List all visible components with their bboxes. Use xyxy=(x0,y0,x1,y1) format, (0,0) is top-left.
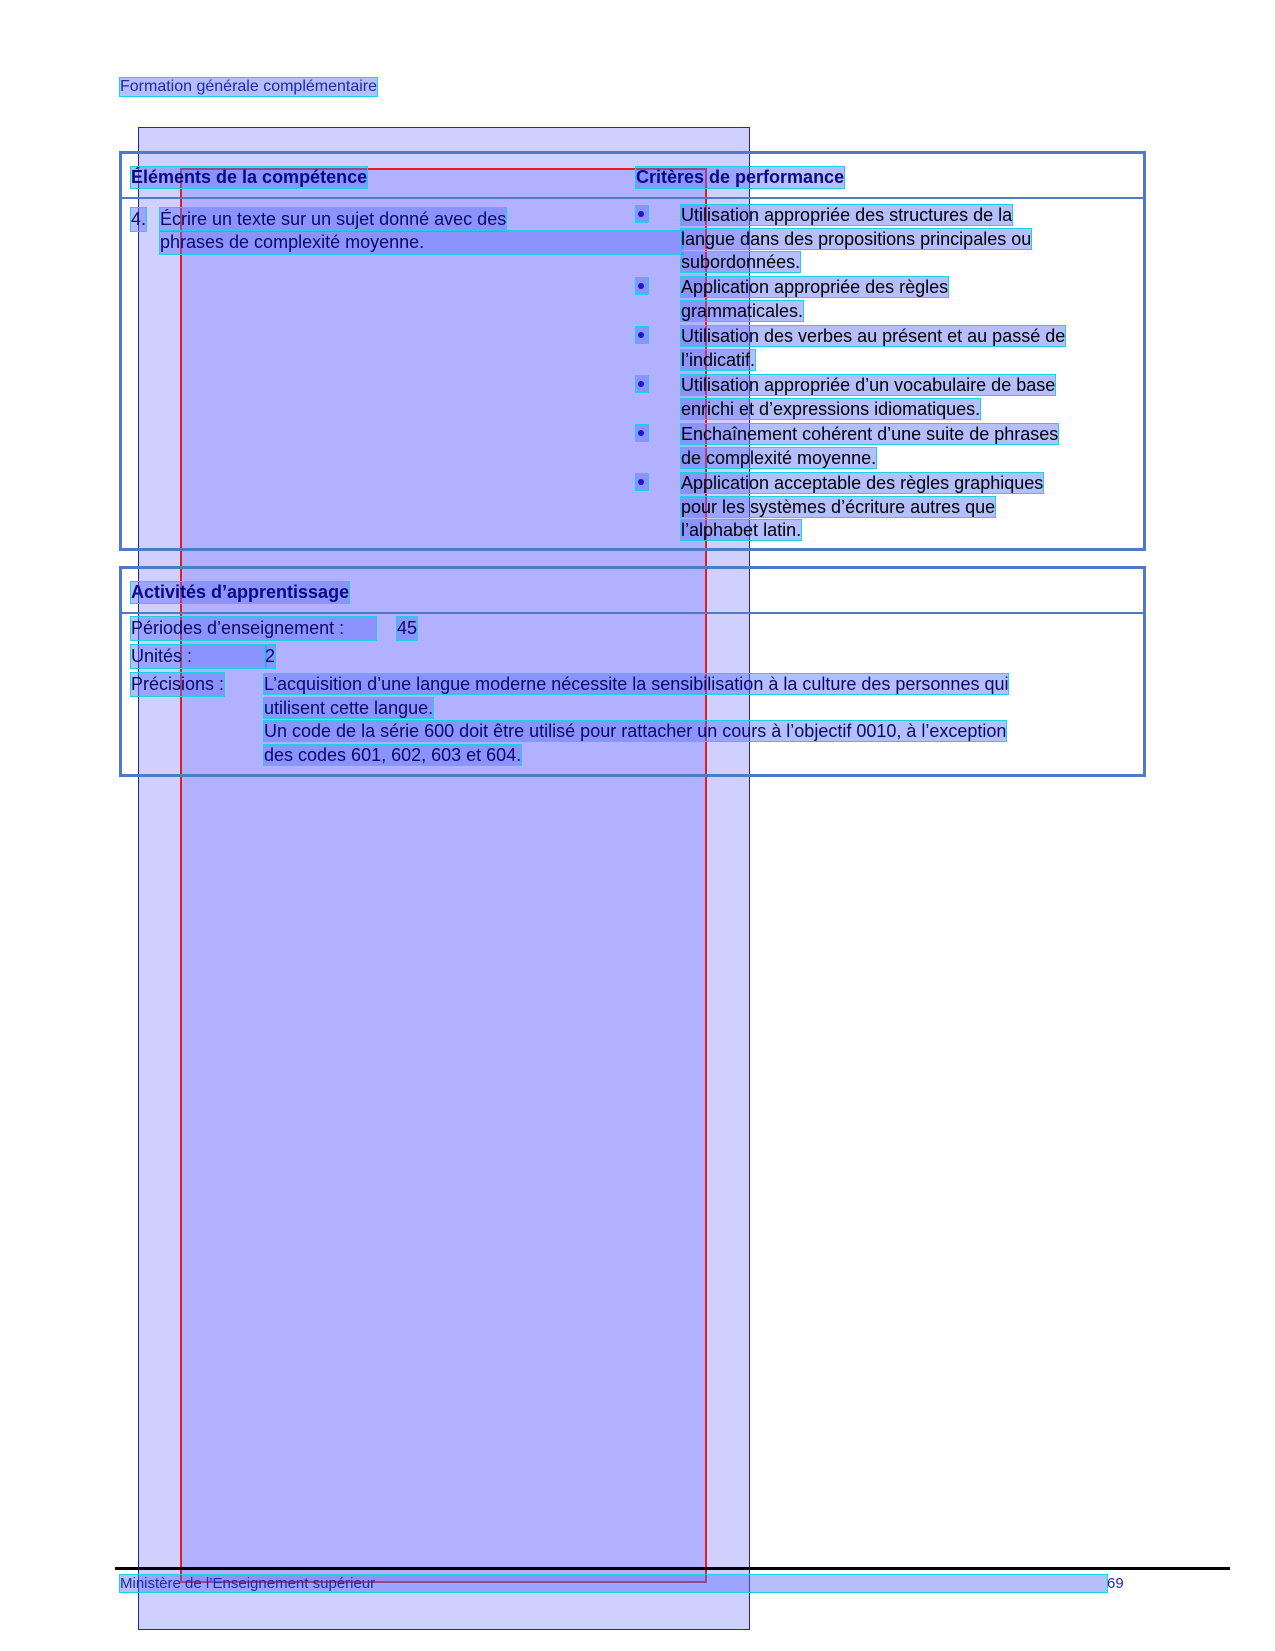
activites-heading: Activités d’apprentissage xyxy=(131,582,350,602)
periodes-label: Périodes d’enseignement : xyxy=(131,617,376,640)
critere-item xyxy=(636,472,1136,543)
elements-heading: Éléments de la compétence xyxy=(131,167,368,187)
criteres-list xyxy=(636,204,1136,543)
bullet-icon xyxy=(636,425,648,441)
bullet-icon xyxy=(636,474,648,490)
critere-line: l’alphabet latin. xyxy=(681,520,802,540)
precisions-line: utilisent cette langue. xyxy=(264,697,434,718)
bullet-icon xyxy=(636,278,648,294)
element-number: 4. xyxy=(131,209,147,229)
competence-table xyxy=(119,151,1146,551)
unites-value: 2 xyxy=(265,646,276,666)
critere-line: Application acceptable des règles graphiques xyxy=(681,473,1044,493)
critere-line: Utilisation appropriée des structures de la xyxy=(681,205,1013,225)
precisions-line: L’acquisition d’une langue moderne nécessite la sensibilisation à la culture des personnes qui xyxy=(264,674,1009,694)
critere-line: pour les systèmes d’écriture autres que xyxy=(681,496,996,517)
criteres-heading: Critères de performance xyxy=(636,167,845,187)
critere-line: de complexité moyenne. xyxy=(681,447,877,468)
activites-table-header xyxy=(122,569,1143,614)
competence-table-header xyxy=(122,154,1143,199)
critere-item xyxy=(636,423,1136,472)
activites-table xyxy=(119,566,1146,777)
critere-line: enrichi et d’expressions idiomatiques. xyxy=(681,398,981,419)
critere-line: l’indicatif. xyxy=(681,349,756,370)
periodes-value: 45 xyxy=(397,618,418,638)
page-number: 69 xyxy=(1107,1575,1124,1592)
critere-line: subordonnées. xyxy=(681,252,801,272)
element-text-line1: Écrire un texte sur un sujet donné avec des xyxy=(160,209,507,229)
critere-line: langue dans des propositions principales ou xyxy=(681,228,1032,249)
precisions-text xyxy=(264,673,1134,767)
critere-line: Utilisation des verbes au présent et au passé de xyxy=(681,326,1066,346)
critere-item xyxy=(636,374,1136,423)
unites-label: Unités : xyxy=(131,645,266,668)
critere-item xyxy=(636,325,1136,374)
element-text-line2: phrases de complexité moyenne. xyxy=(160,231,683,254)
bullet-icon xyxy=(636,327,648,343)
running-head: Formation générale complémentaire xyxy=(120,78,378,95)
precisions-line: Un code de la série 600 doit être utilisé pour rattacher un cours à l’objectif 0010, à l’exception xyxy=(264,721,1007,741)
bullet-icon xyxy=(636,206,648,222)
critere-line: Enchaînement cohérent d’une suite de phrases xyxy=(681,424,1059,444)
critere-item xyxy=(636,204,1136,276)
critere-line: Application appropriée des règles xyxy=(681,277,949,297)
critere-line: Utilisation appropriée d’un vocabulaire de base xyxy=(681,375,1056,395)
critere-line: grammaticales. xyxy=(681,300,804,321)
precisions-line: des codes 601, 602, 603 et 604. xyxy=(264,744,522,765)
bullet-icon xyxy=(636,376,648,392)
footer-rule xyxy=(115,1567,1230,1570)
critere-item xyxy=(636,276,1136,325)
footer-ministry: Ministère de l’Enseignement supérieur xyxy=(120,1575,1107,1592)
precisions-label: Précisions : xyxy=(131,674,225,694)
